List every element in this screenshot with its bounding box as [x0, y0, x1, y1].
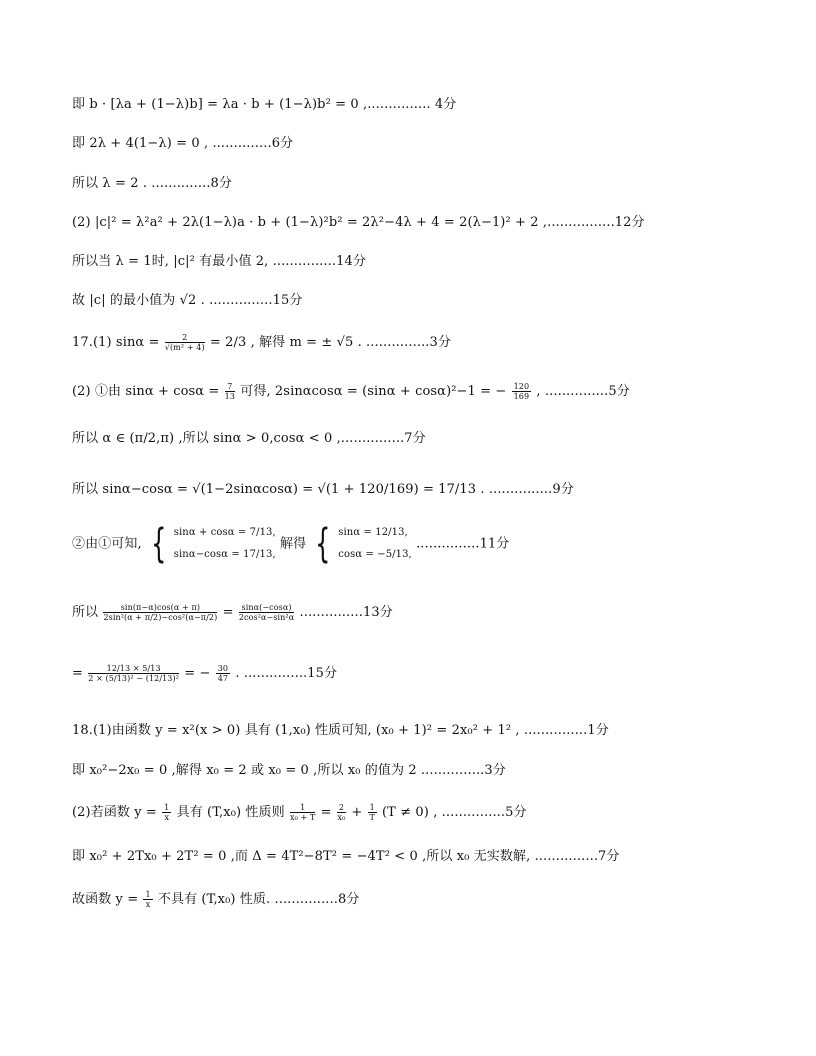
numerator: 1 [164, 803, 170, 812]
solution-line: 故 |c| 的最小值为 √2 . ...............15分 [72, 293, 303, 308]
denominator: 2 × (5/13)² − (12/13)² [88, 674, 180, 683]
problem-17-part2-step1 [72, 382, 630, 401]
equation-system [174, 522, 276, 566]
equation: sinα = 12/13, [338, 527, 408, 538]
denominator: x [145, 900, 151, 909]
numerator: sin(π−α)cos(α + π) [103, 603, 217, 613]
denominator: √(m² + 4) [164, 343, 205, 352]
denominator: 2cos²α−sin²α [238, 613, 295, 622]
left-brace-icon: { [151, 521, 167, 567]
denominator: x [164, 813, 170, 822]
problem-17-part2-step2 [72, 522, 509, 566]
text-segment: 17.(1) sinα = [72, 335, 160, 350]
text-segment: 故函数 y = [72, 892, 139, 907]
fraction [512, 382, 532, 401]
numerator: 1 [145, 890, 151, 899]
text-segment: , ...............5分 [536, 384, 630, 399]
equation: cosα = −5/13, [338, 549, 412, 560]
equation: sinα−cosα = 17/13, [173, 549, 276, 560]
numerator: 7 [225, 382, 235, 392]
problem-18-part2: (2)若函数 y = $\frac{1}{x}$ 具有 (T,x₀) 性质则 $\frac{1}{\text{x₀ + T}}$ = $\frac{2}{\text{x₀}}$ + $\frac{1}{T}$ (T ≠ 0) , ...............5分 [72, 803, 527, 822]
solution-line: 所以当 λ = 1时, |c|² 有最小值 2, ...............14分 [72, 254, 366, 269]
numerator: 1 [369, 803, 375, 812]
fraction [143, 890, 152, 909]
denominator: 169 [513, 392, 530, 401]
fraction [88, 664, 179, 683]
denominator: 13 [224, 392, 236, 401]
problem-17-result: = $\frac{12/13 \times 5/13}{\text{2 × (5/13)² − (12/13)²}}$ = − $\frac{30}{47}$ . ...............15分 [72, 664, 338, 683]
text-segment: ②由①可知, [72, 536, 142, 552]
solution-line: 即 b · [λa + (1−λ)b] = λa · b + (1−λ)b² = 0 ,............... 4分 [72, 97, 457, 112]
text-segment: = 2/3 , 解得 m = ± √5 . ...............3分 [209, 335, 452, 350]
fraction [337, 803, 346, 822]
denominator: 2sin²(α + π/2)−cos²(α−π/2) [103, 613, 218, 622]
fraction [103, 603, 217, 622]
denominator: x₀ [337, 813, 346, 822]
fraction [368, 803, 377, 822]
denominator: 47 [217, 674, 229, 683]
numerator: 1 [290, 803, 315, 813]
problem-17-expression: 所以 $\frac{\sin(\pi-\alpha)\cos(\alpha + \pi)}{\text{2sin²(α + π/2)−cos²(α−π/2)}}$ = $\frac{\sin\alpha(-\cos\alpha)}{\text{2cos²α−sin²α}}$ ...............13分 [72, 603, 393, 622]
fraction [162, 803, 171, 822]
numerator: 30 [217, 664, 229, 673]
text-segment: (2)若函数 y = [72, 805, 157, 820]
denominator: T [369, 813, 375, 822]
text-segment: 可得, 2sinαcosα = (sinα + cosα)²−1 = − [240, 384, 507, 399]
text-segment: 解得 [280, 536, 307, 552]
numerator: 120 [513, 382, 530, 391]
denominator: x₀ + T [289, 813, 316, 822]
text-segment: ...............11分 [416, 536, 510, 552]
text-segment: (T ≠ 0) , ...............5分 [382, 805, 527, 820]
numerator: sinα(−cosα) [239, 603, 294, 613]
solution-line: 即 x₀² + 2Tx₀ + 2T² = 0 ,而 Δ = 4T²−8T² = −4T² < 0 ,所以 x₀ 无实数解, ...............7分 [72, 849, 620, 864]
text-segment: 不具有 (T,x₀) 性质. ...............8分 [157, 892, 360, 907]
text-segment: ...............13分 [299, 605, 393, 620]
text-segment: 所以 [72, 605, 99, 620]
fraction [239, 603, 294, 622]
solution-line: 18.(1)由函数 y = x²(x > 0) 具有 (1,x₀) 性质可知, (x₀ + 1)² = 2x₀² + 1² , ...............1分 [72, 723, 609, 738]
solution-line: (2) |c|² = λ²a² + 2λ(1−λ)a · b + (1−λ)²b² = 2λ²−4λ + 4 = 2(λ−1)² + 2 ,................12分 [72, 215, 645, 230]
solution-line: 即 x₀²−2x₀ = 0 ,解得 x₀ = 2 或 x₀ = 0 ,所以 x₀ 的值为 2 ...............3分 [72, 763, 506, 778]
fraction [290, 803, 315, 822]
fraction [216, 664, 230, 683]
solution-line: 即 2λ + 4(1−λ) = 0 , ..............6分 [72, 136, 294, 151]
numerator: 12/13 × 5/13 [88, 664, 179, 674]
equation: sinα + cosα = 7/13, [173, 527, 276, 538]
solution-line: 所以 sinα−cosα = √(1−2sinαcosα) = √(1 + 120/169) = 17/13 . ...............9分 [72, 482, 574, 497]
solution-line: 所以 λ = 2 . ..............8分 [72, 176, 233, 191]
fraction [165, 333, 205, 352]
numerator: 2 [165, 333, 205, 343]
text-segment: 具有 (T,x₀) 性质则 [176, 805, 285, 820]
text-segment: (2) ①由 sinα + cosα = [72, 384, 220, 399]
left-brace-icon: { [315, 521, 331, 567]
text-segment: = − [184, 666, 211, 681]
solution-line: 所以 α ∈ (π/2,π) ,所以 sinα > 0,cosα < 0 ,...............7分 [72, 431, 426, 446]
equation-system [338, 522, 412, 566]
text-segment: . ...............15分 [235, 666, 338, 681]
problem-18-conclusion [72, 890, 359, 909]
numerator: 2 [338, 803, 345, 812]
fraction [225, 382, 235, 401]
problem-17-part1 [72, 333, 451, 352]
